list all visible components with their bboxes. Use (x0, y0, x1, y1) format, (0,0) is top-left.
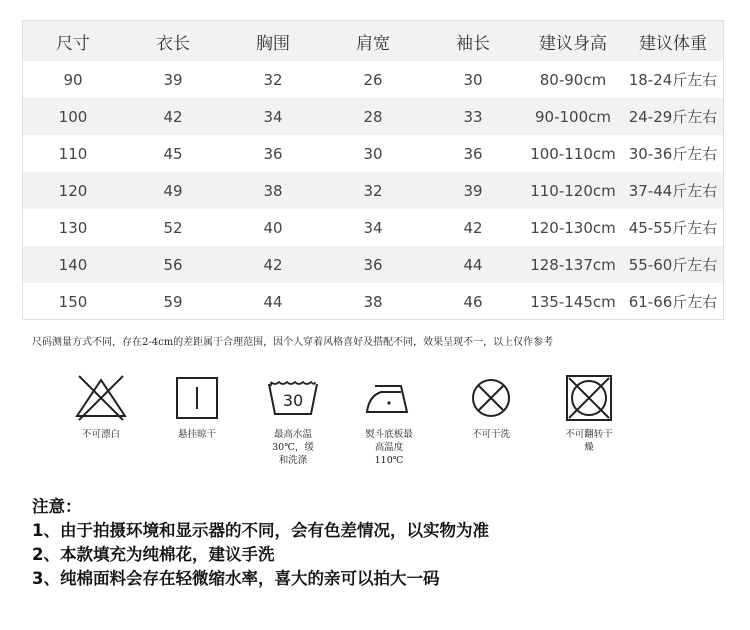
table-cell: 45 (163, 144, 183, 163)
table-cell: 30 (463, 70, 483, 89)
table-cell: 42 (223, 246, 323, 283)
column-header: 胸围 (223, 21, 323, 61)
table-cell: 52 (163, 218, 183, 237)
wash-30-icon (261, 372, 325, 422)
column-header: 建议体重 (623, 21, 723, 61)
care-item-wash-30 (248, 372, 338, 467)
table-cell: 100 (23, 98, 123, 135)
care-label (544, 428, 634, 454)
care-item-no-tumble-dry (544, 372, 634, 454)
table-cell: 44 (263, 292, 283, 311)
care-label-line: 不可干洗 (471, 429, 510, 440)
care-label-line: 悬挂晾干 (177, 429, 216, 440)
care-label-line: 和洗涤 (278, 455, 308, 466)
table-row (23, 98, 723, 135)
table-cell: 120-130cm (530, 218, 616, 237)
care-item-hang-dry (152, 372, 242, 441)
table-cell: 33 (423, 98, 523, 135)
table-cell: 100-110cm (530, 144, 616, 163)
size-chart-table (22, 20, 724, 320)
table-row (23, 61, 723, 98)
table-cell: 42 (123, 98, 223, 135)
table-cell: 24-29斤左右 (623, 98, 723, 135)
table-cell: 135-145cm (530, 292, 616, 311)
care-item-no-dry-clean (446, 372, 536, 441)
table-cell: 32 (263, 70, 283, 89)
table-cell: 36 (323, 246, 423, 283)
table-cell: 46 (463, 292, 483, 311)
table-cell: 90-100cm (523, 98, 623, 135)
table-cell: 30-36斤左右 (628, 145, 718, 163)
table-cell: 45-55斤左右 (628, 219, 718, 237)
table-cell: 59 (163, 292, 183, 311)
table-row (23, 283, 723, 320)
measurement-note: 尺码测量方式不同，存在2-4cm的差距属于合理范围，因个人穿着风格喜好及搭配不同，效果呈现不一，以上仅作参考 (32, 337, 554, 348)
care-label-line: 110℃ (374, 455, 404, 466)
table-cell: 44 (423, 246, 523, 283)
notes-item: 3、纯棉面料会存在轻微缩水率，喜大的亲可以拍大一码 (32, 569, 440, 588)
table-cell: 55-60斤左右 (623, 246, 723, 283)
care-label-line: 不可漂白 (81, 429, 120, 440)
table-cell: 26 (363, 70, 383, 89)
no-tumble-dry-icon (557, 372, 621, 422)
notes-section (32, 495, 489, 591)
table-cell: 120 (23, 172, 123, 209)
care-item-iron (344, 372, 434, 467)
table-cell: 36 (263, 144, 283, 163)
table-cell: 130 (58, 218, 88, 237)
table-cell: 38 (223, 172, 323, 209)
notes-title: 注意： (32, 497, 82, 516)
table-cell: 56 (123, 246, 223, 283)
care-label (56, 428, 146, 441)
column-header: 肩宽 (323, 21, 423, 61)
column-header: 袖长 (423, 21, 523, 61)
care-label (248, 428, 338, 467)
table-row (23, 135, 723, 172)
column-header: 建议身高 (523, 21, 623, 61)
table-cell: 61-66斤左右 (628, 293, 718, 311)
table-cell: 28 (323, 98, 423, 135)
table-cell: 90 (63, 70, 83, 89)
table-cell: 39 (163, 70, 183, 89)
table-row (23, 246, 723, 283)
care-label-line: 燥 (584, 442, 594, 453)
table-cell: 30 (363, 144, 383, 163)
notes-item: 2、本款填充为纯棉花，建议手洗 (32, 545, 275, 564)
care-label (152, 428, 242, 441)
table-cell: 36 (463, 144, 483, 163)
table-cell: 150 (58, 292, 88, 311)
table-row (23, 172, 723, 209)
table-cell: 110 (58, 144, 88, 163)
table-cell: 18-24斤左右 (628, 71, 718, 89)
notes-item: 1、由于拍摄环境和显示器的不同，会有色差情况，以实物为准 (32, 521, 489, 540)
wash-temp-text: 30 (282, 391, 304, 410)
table-header-row (23, 21, 723, 61)
iron-low-icon (357, 372, 421, 422)
care-label (446, 428, 536, 441)
table-cell: 49 (123, 172, 223, 209)
care-label-line: 30℃，缓 (272, 442, 314, 453)
table-cell: 37-44斤左右 (623, 172, 723, 209)
table-cell: 128-137cm (523, 246, 623, 283)
care-label-line: 高温度 (374, 442, 404, 453)
care-label-line: 最高水温 (273, 429, 312, 440)
table-cell: 42 (463, 218, 483, 237)
care-label (344, 428, 434, 467)
table-cell: 34 (363, 218, 383, 237)
column-header: 尺寸 (23, 21, 123, 61)
table-cell: 38 (363, 292, 383, 311)
no-bleach-icon (69, 372, 133, 422)
table-cell: 39 (423, 172, 523, 209)
column-header: 衣长 (123, 21, 223, 61)
care-label-line: 熨斗底板最 (365, 429, 413, 440)
table-cell: 40 (263, 218, 283, 237)
care-item-no-bleach (56, 372, 146, 441)
table-row (23, 209, 723, 246)
table-cell: 34 (223, 98, 323, 135)
care-label-line: 不可翻转干 (565, 429, 613, 440)
table-cell: 110-120cm (523, 172, 623, 209)
table-cell: 80-90cm (539, 70, 607, 89)
table-cell: 32 (323, 172, 423, 209)
no-dry-clean-icon (459, 372, 523, 422)
hang-dry-icon (165, 372, 229, 422)
table-cell: 140 (23, 246, 123, 283)
